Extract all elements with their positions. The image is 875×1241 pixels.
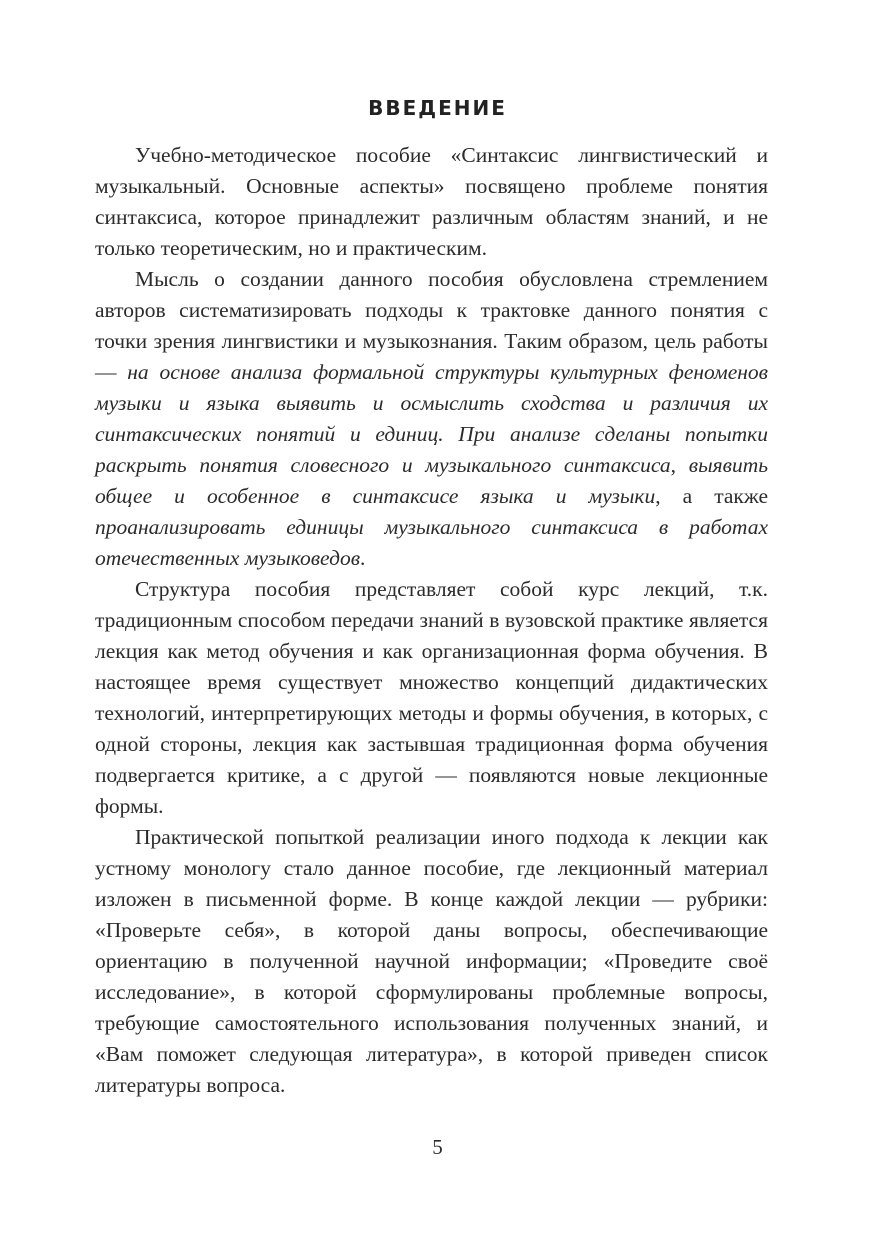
paragraph-2-text-1: Мысль о создании данного пособия обусловлена стремлением авторов систематизировать подходы к трактовке данного понятия с точки зрения лингвистики и музыкознания. Таким образом, цель работы — [95, 267, 768, 384]
paragraph-2-italic-3: проанализировать единицы музыкального синтаксиса в работах отечественных музыковедов [95, 515, 768, 570]
paragraph-2-italic-1: на основе анализа формальной структуры культурных феноменов музыки и языка выявить и осмыслить сходства и различия их синтаксических понятий и единиц. При анализе сделаны попытки раскрыть понятия словесного и музыкального синтаксиса [95, 360, 768, 477]
body-text [95, 140, 768, 1101]
paragraph-2 [95, 264, 768, 574]
paragraph-2-text-2: , [670, 453, 689, 477]
paragraph-2-italic-2: выявить общее и особенное в синтаксисе языка и музыки [95, 453, 769, 508]
paragraph-2-text-3: , а также [655, 484, 768, 508]
page-number: 5 [432, 1135, 443, 1159]
paragraph-4: Практической попыткой реализации иного подхода к лекции как устному монологу стало данное пособие, где лекционный материал изложен в письменной форме. В конце каждой лекции — рубрики: «Проверьте себя», в которой даны вопросы, обеспечивающие ориентацию в полученной научной информации; «Проведите своё исследование», в которой сформулированы проблемные вопросы, требующие самостоятельного использования полученных знаний, и «Вам поможет следующая литература», в которой приведен список литературы вопроса. [95, 825, 768, 1097]
paragraph-3: Структура пособия представляет собой курс лекций, т.к. традиционным способом передачи знаний в вузовской практике является лекция как метод обучения и как организационная форма обучения. В настоящее время существует множество концепций дидактических технологий, интерпретирующих методы и формы обучения, в которых, с одной стороны, лекция как застывшая традиционная форма обучения подвергается критике, а с другой — появляются новые лекционные формы. [95, 577, 768, 818]
page-title: ВВЕДЕНИЕ [368, 96, 507, 120]
paragraph-1: Учебно-методическое пособие «Синтаксис лингвистический и музыкальный. Основные аспекты» посвящено проблеме понятия синтаксиса, которое принадлежит различным областям знаний, и не только теоретическим, но и практическим. [95, 143, 768, 260]
paragraph-2-text-4: . [360, 546, 366, 570]
